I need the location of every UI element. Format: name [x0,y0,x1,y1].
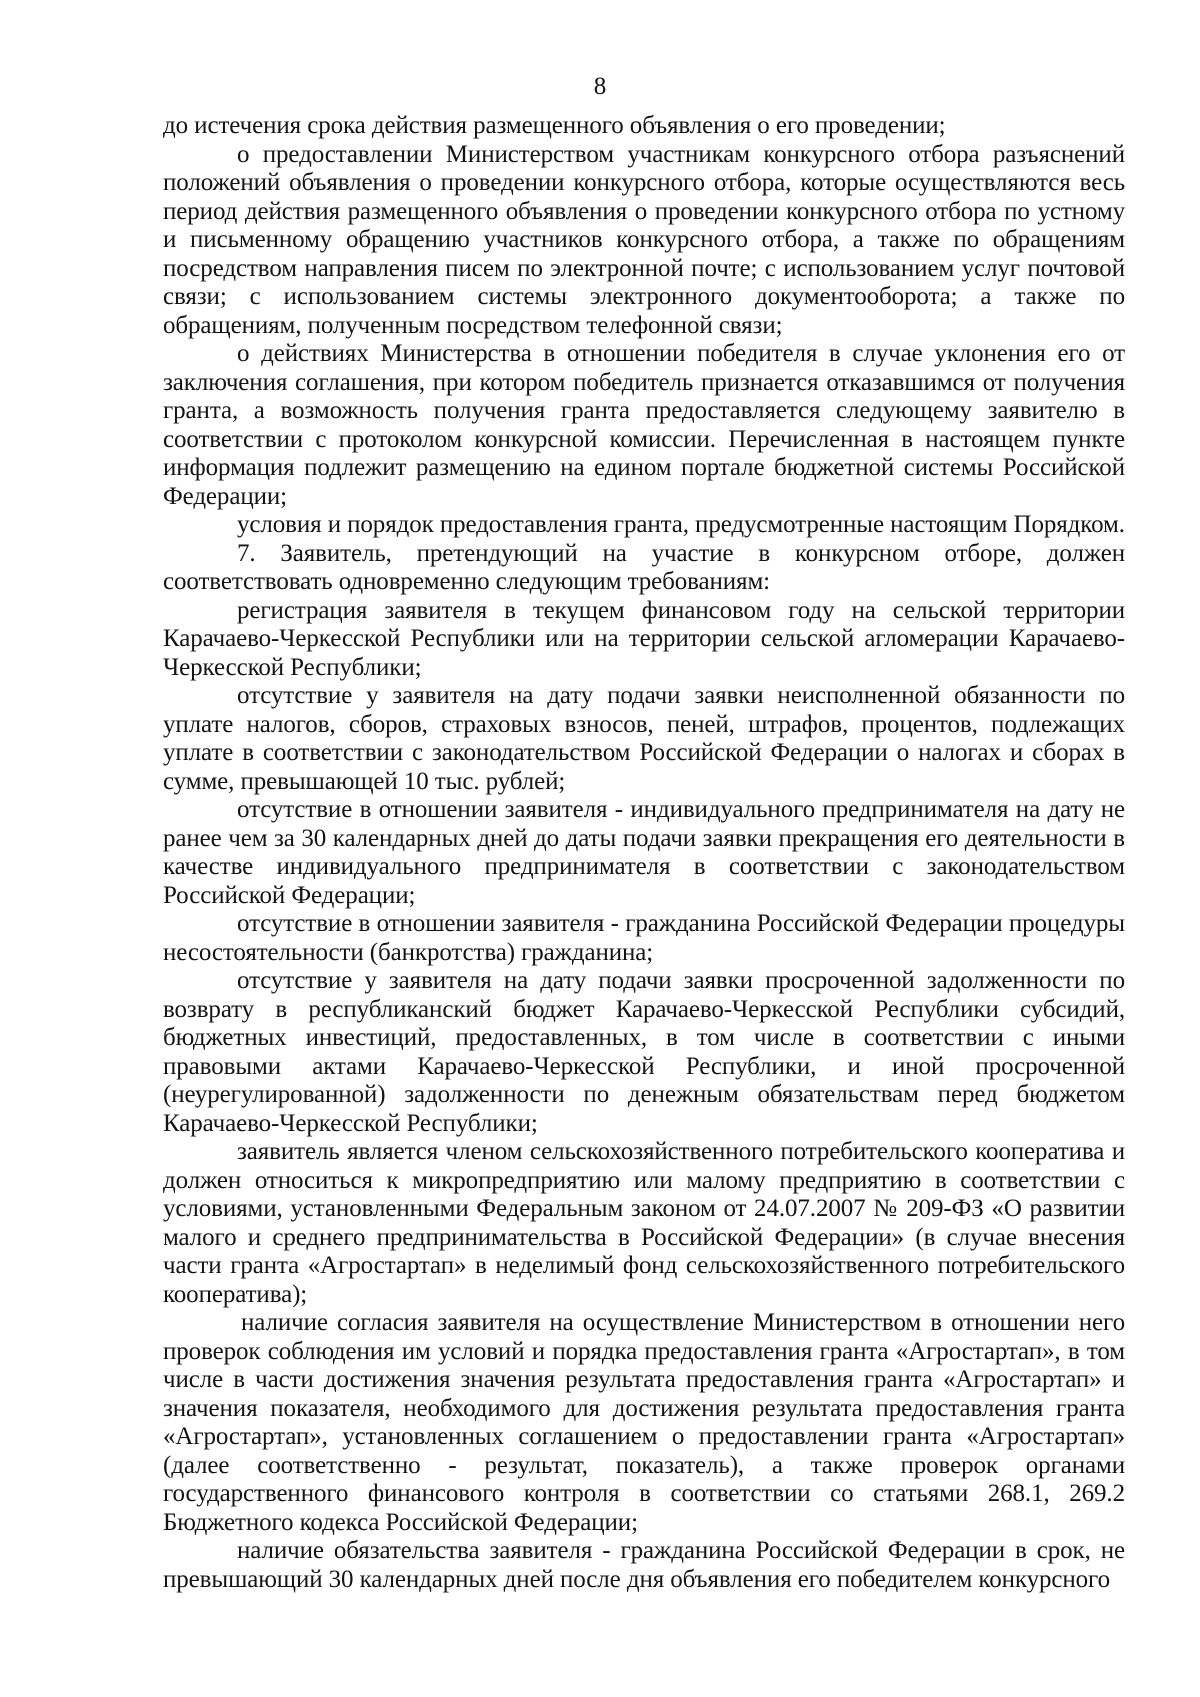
paragraph-1: до истечения срока действия размещенного объявления о его проведении; [163,112,946,139]
paragraph-10: отсутствие у заявителя на дату подачи заявки просроченной задолженности по возврату в республиканский бюджет Карачаево-Черкесской Республики субсидий, бюджетных инвестиций, предоставленных, в том числе в соответствии с иными правовыми актами Карачаево-Черкесской Республики, и иной просроченной (неурегулированной) задолженности по денежным обязательствам перед бюджетом Карачаево-Черкесской Республики; [163,967,1125,1137]
paragraph-11: заявитель является членом сельскохозяйственного потребительского кооператива и должен относиться к микропредприятию или малому предприятию в соответствии с условиями, установленными Федеральным законом от 24.07.2007 № 209-ФЗ «О развитии малого и среднего предпринимательства в Российской Федерации» (в случае внесения части гранта «Агростартап» в неделимый фонд сельскохозяйственного потребительского кооператива); [163,1138,1125,1308]
paragraph-3: о действиях Министерства в отношении победителя в случае уклонения его от заключения соглашения, при котором победитель признается отказавшимся от получения гранта, а возможность получения гранта предоставляется следующему заявителю в соответствии с протоколом конкурсной комиссии. Перечисленная в настоящем пункте информация подлежит размещению на едином портале бюджетной системы Российской Федерации; [163,340,1125,510]
paragraph-5: 7. Заявитель, претендующий на участие в конкурсном отборе, должен соответствовать одновременно следующим требованиям: [163,539,1125,595]
paragraph-9: отсутствие в отношении заявителя - гражданина Российской Федерации процедуры несостоятельности (банкротства) гражданина; [163,910,1125,966]
paragraph-7: отсутствие у заявителя на дату подачи заявки неисполненной обязанности по уплате налогов, сборов, страховых взносов, пеней, штрафов, процентов, подлежащих уплате в соответствии с законодательством Российской Федерации о налогах и сборах в сумме, превышающей 10 тыс. рублей; [163,682,1125,795]
document-body [163,112,1125,1594]
paragraph-13: наличие обязательства заявителя - гражданина Российской Федерации в срок, не превышающий 30 календарных дней после дня объявления его победителем конкурсного [163,1537,1125,1593]
paragraph-6: регистрация заявителя в текущем финансовом году на сельской территории Карачаево-Черкесской Республики или на территории сельской агломерации Карачаево-Черкесской Республики; [163,596,1125,681]
paragraph-12: наличие согласия заявителя на осуществление Министерством в отношении него проверок соблюдения им условий и порядка предоставления гранта «Агростартап», в том числе в части достижения значения результата предоставления гранта «Агростартап» и значения показателя, необходимого для достижения результата предоставления гранта «Агростартап», установленных соглашением о предоставлении гранта «Агростартап» (далее соответственно - результат, показатель), а также проверок органами государственного финансового контроля в соответствии со статьями 268.1, 269.2 Бюджетного кодекса Российской Федерации; [163,1309,1125,1536]
paragraph-2: о предоставлении Министерством участникам конкурсного отбора разъяснений положений объявления о проведении конкурсного отбора, которые осуществляются весь период действия размещенного объявления о проведении конкурсного отбора по устному и письменному обращению участников конкурсного отбора, а также по обращениям посредством направления писем по электронной почте; с использованием услуг почтовой связи; с использованием системы электронного документооборота; а также по обращениям, полученным посредством телефонной связи; [163,140,1125,339]
paragraph-4: условия и порядок предоставления гранта, предусмотренные настоящим Порядком. [237,511,1125,538]
page-number: 8 [593,73,607,100]
paragraph-8: отсутствие в отношении заявителя - индивидуального предпринимателя на дату не ранее чем за 30 календарных дней до даты подачи заявки прекращения его деятельности в качестве индивидуального предпринимателя в соответствии с законодательством Российской Федерации; [163,796,1125,909]
